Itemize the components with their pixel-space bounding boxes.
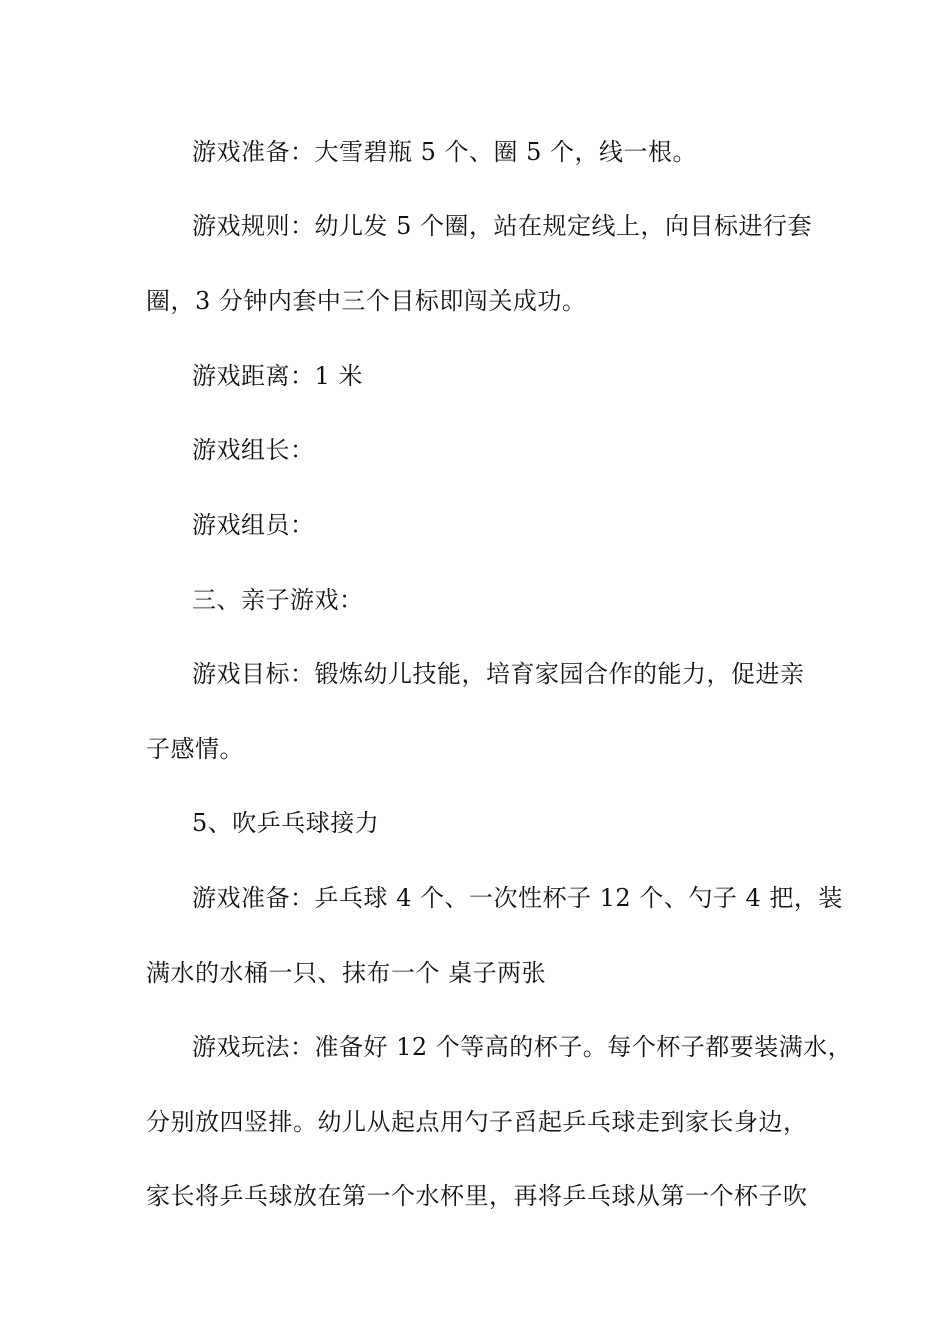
item-play-continuation-1: 分别放四竖排。幼儿从起点用勺子舀起乒乓球走到家长身边， (146, 1108, 808, 1136)
game-distance-line: 游戏距离：1 米 (192, 362, 363, 390)
item-play-continuation-2: 家长将乒乓球放在第一个水杯里，再将乒乓球从第一个杯子吹 (146, 1182, 808, 1210)
game-goal-line: 游戏目标：锻炼幼儿技能，培育家园合作的能力，促进亲 (192, 660, 805, 688)
item-prep-continuation: 满水的水桶一只、抹布一个 桌子两张 (146, 959, 547, 987)
game-goal-continuation: 子感情。 (146, 735, 244, 763)
item-prep-line: 游戏准备：乒乓球 4 个、一次性杯子 12 个、勺子 4 把，装 (192, 884, 843, 912)
game-rules-line: 游戏规则：幼儿发 5 个圈，站在规定线上，向目标进行套 (192, 212, 813, 240)
section-heading: 三、亲子游戏： (192, 586, 364, 614)
item-heading: 5、吹乒乓球接力 (192, 809, 380, 837)
game-prep-line: 游戏准备：大雪碧瓶 5 个、圈 5 个，线一根。 (192, 138, 698, 166)
item-play-line: 游戏玩法：准备好 12 个等高的杯子。每个杯子都要装满水， (192, 1033, 853, 1061)
game-leader-line: 游戏组长： (192, 436, 315, 464)
game-rules-continuation: 圈，3 分钟内套中三个目标即闯关成功。 (146, 287, 587, 315)
game-members-line: 游戏组员： (192, 511, 315, 539)
